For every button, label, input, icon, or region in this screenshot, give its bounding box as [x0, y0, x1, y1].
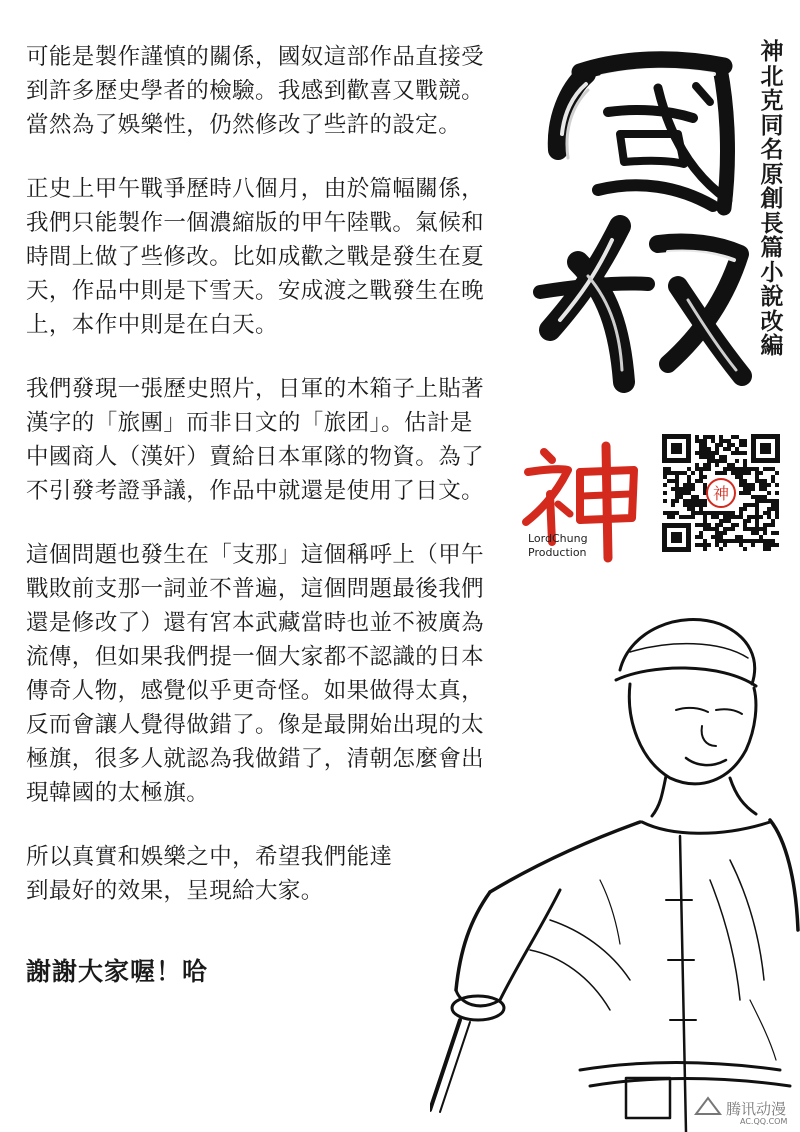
- text-line: 中國商人（漢奸）賣給日本軍隊的物資。為了: [26, 444, 485, 470]
- closing-line: 謝謝大家喔！哈: [26, 957, 209, 986]
- text-line: 時間上做了些修改。比如成歡之戰是發生在夏: [26, 244, 485, 270]
- text-line: 流傳，但如果我們提一個大家都不認識的日本: [26, 644, 485, 670]
- paragraph-3: [26, 372, 526, 508]
- text-line: 極旗，很多人就認為我做錯了，清朝怎麼會出: [26, 746, 485, 772]
- subtitle-char: 長: [760, 210, 784, 237]
- subtitle-char: 小: [760, 259, 784, 286]
- text-line: 傳奇人物，感覺似乎更奇怪。如果做得太真，: [26, 678, 485, 704]
- subtitle-char: 原: [760, 161, 784, 188]
- text-line: 反而會讓人覺得做錯了。像是最開始出現的太: [26, 712, 485, 738]
- brush-title-logo: [528, 30, 754, 410]
- text-line: 還是修改了）還有宮本武藏當時也並不被廣為: [26, 610, 485, 636]
- text-line: 天，作品中則是下雪天。安成渡之戰發生在晚: [26, 278, 485, 304]
- watermark-url: AC.QQ.COM: [740, 1117, 788, 1126]
- text-line: 這個問題也發生在「支那」這個稱呼上（甲午: [26, 542, 485, 568]
- subtitle-char: 創: [760, 186, 784, 212]
- text-line: 正史上甲午戰爭歷時八個月，由於篇幅關係，: [26, 176, 485, 202]
- subtitle-char: 名: [760, 137, 784, 163]
- text-line: 我們發現一張歷史照片，日軍的木箱子上貼著: [26, 376, 485, 402]
- subtitle-char: 神: [760, 39, 784, 65]
- text-line: 當然為了娛樂性，仍然修改了些許的設定。: [26, 112, 462, 138]
- seal-caption: [528, 532, 588, 560]
- text-line: 所以真實和娛樂之中，希望我們能達: [26, 844, 393, 870]
- text-line: 不引發考證爭議，作品中就還是使用了日文。: [26, 478, 485, 504]
- text-line: 戰敗前支那一詞並不普遍，這個問題最後我們: [26, 576, 485, 602]
- paragraph-2: [26, 172, 526, 342]
- subtitle-char: 說: [760, 284, 784, 310]
- seal-caption-line: Production: [528, 546, 587, 559]
- text-line: 上，本作中則是在白天。: [26, 312, 278, 338]
- watermark-brand: 腾讯动漫: [726, 1100, 787, 1118]
- subtitle-char: 改: [760, 308, 784, 335]
- subtitle-char: 北: [760, 63, 784, 90]
- qr-code: [660, 432, 782, 554]
- subtitle-char: 篇: [760, 235, 784, 261]
- subtitle-char: 克: [760, 88, 784, 114]
- text-line: 我們只能製作一個濃縮版的甲午陸戰。氣候和: [26, 210, 485, 236]
- text-line: 到最好的效果，呈現給大家。: [26, 878, 324, 904]
- text-line: 漢字的「旅團」而非日文的「旅团」。估計是: [26, 410, 473, 436]
- subtitle-char: 編: [760, 333, 784, 359]
- subtitle-char: 同: [760, 112, 784, 139]
- paragraph-1: [26, 40, 526, 142]
- vertical-subtitle: [752, 40, 792, 359]
- qr-center-glyph: 神: [712, 484, 730, 503]
- text-line: 可能是製作謹慎的關係，國奴這部作品直接受: [26, 44, 485, 70]
- text-line: 到許多歷史學者的檢驗。我感到歡喜又戰競。: [26, 78, 485, 104]
- text-line: 現韓國的太極旗。: [26, 780, 210, 806]
- soldier-illustration: [430, 600, 800, 1132]
- seal-caption-line: LordChung: [528, 532, 588, 545]
